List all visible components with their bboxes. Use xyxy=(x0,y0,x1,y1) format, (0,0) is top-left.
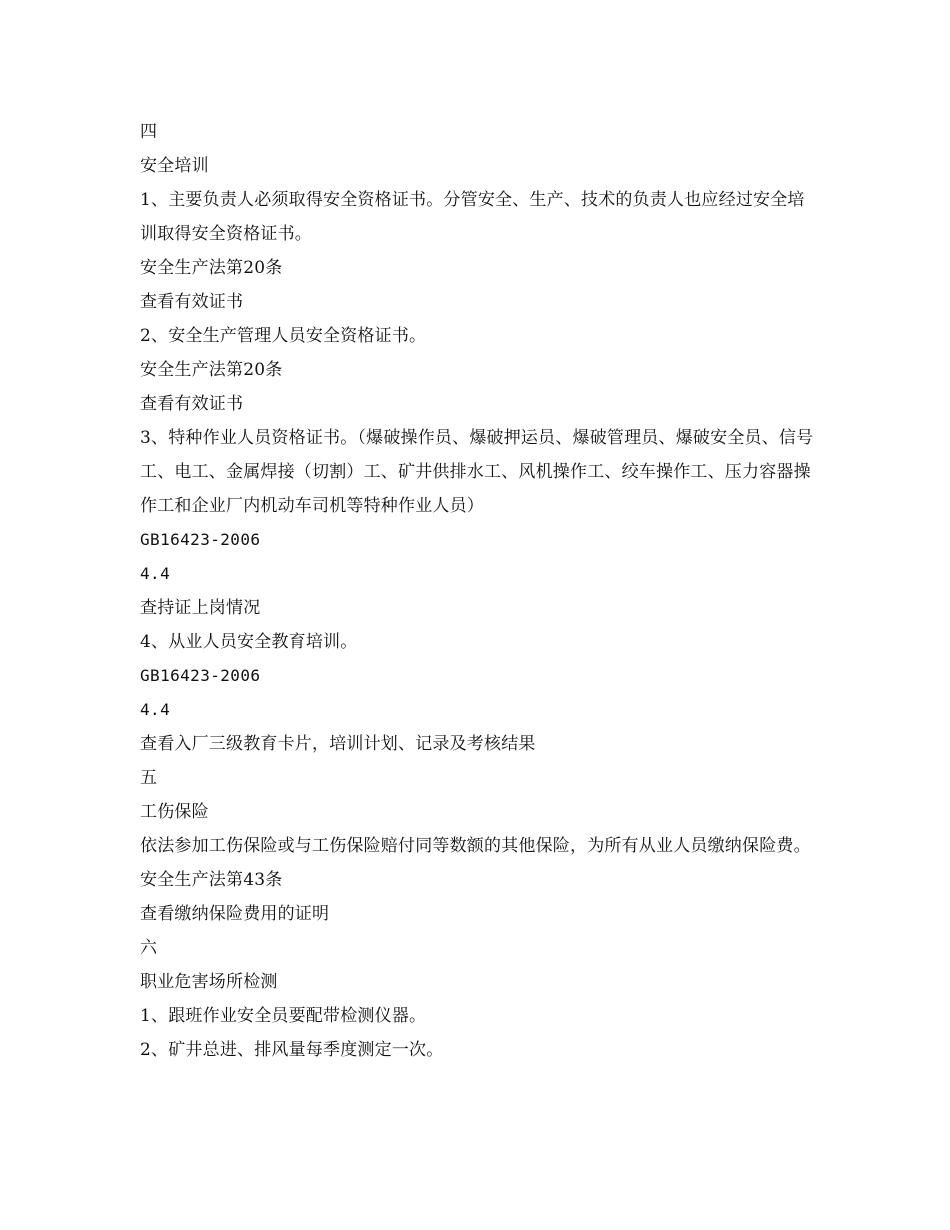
method-check-certified-posts: 查持证上岗情况 xyxy=(140,598,261,618)
section-number-four: 四 xyxy=(140,122,158,142)
method-check-certificates-b: 查看有效证书 xyxy=(140,394,244,414)
requirement-insurance: 依法参加工伤保险或与工伤保险赔付同等数额的其他保险，为所有从业人员缴纳保险费。 xyxy=(140,836,811,856)
section-number-five: 五 xyxy=(140,768,158,788)
method-check-insurance-proof: 查看缴纳保险费用的证明 xyxy=(140,904,330,924)
basis-safety-law-article-43: 安全生产法第43条 xyxy=(140,870,283,890)
basis-safety-law-article-20-b: 安全生产法第20条 xyxy=(140,360,283,380)
requirement-1-principal-certificate: 1、主要负责人必须取得安全资格证书。分管安全、生产、技术的负责人也应经过安全培训取得安全资格证书。 xyxy=(140,190,805,244)
requirement-2-manager-certificate: 2、安全生产管理人员安全资格证书。 xyxy=(140,326,427,346)
requirement-2-airflow-measurement: 2、矿井总进、排风量每季度测定一次。 xyxy=(140,1040,444,1060)
section-title-occupational-hazard-testing: 职业危害场所检测 xyxy=(140,972,278,992)
requirement-1-detector: 1、跟班作业安全员要配带检测仪器。 xyxy=(140,1006,427,1026)
clause-4-4-b: 4.4 xyxy=(140,700,171,719)
section-number-six: 六 xyxy=(140,938,158,958)
section-title-injury-insurance: 工伤保险 xyxy=(140,802,209,822)
standard-gb16423-b: GB16423-2006 xyxy=(140,666,261,685)
standard-gb16423-a: GB16423-2006 xyxy=(140,530,261,549)
requirement-4-employee-training: 4、从业人员安全教育培训。 xyxy=(140,632,358,652)
document-body xyxy=(140,115,816,1067)
method-check-training-records: 查看入厂三级教育卡片，培训计划、记录及考核结果 xyxy=(140,734,536,754)
clause-4-4-a: 4.4 xyxy=(140,564,171,583)
section-title-safety-training: 安全培训 xyxy=(140,156,209,176)
method-check-certificates-a: 查看有效证书 xyxy=(140,292,244,312)
requirement-3-special-operator-certificate: 3、特种作业人员资格证书。（爆破操作员、爆破押运员、爆破管理员、爆破安全员、信号工、电工、金属焊接（切割）工、矿井供排水工、风机操作工、绞车操作工、压力容器操作工和企业厂内机动车司机等特种作业人员） xyxy=(140,428,814,516)
basis-safety-law-article-20-a: 安全生产法第20条 xyxy=(140,258,283,278)
